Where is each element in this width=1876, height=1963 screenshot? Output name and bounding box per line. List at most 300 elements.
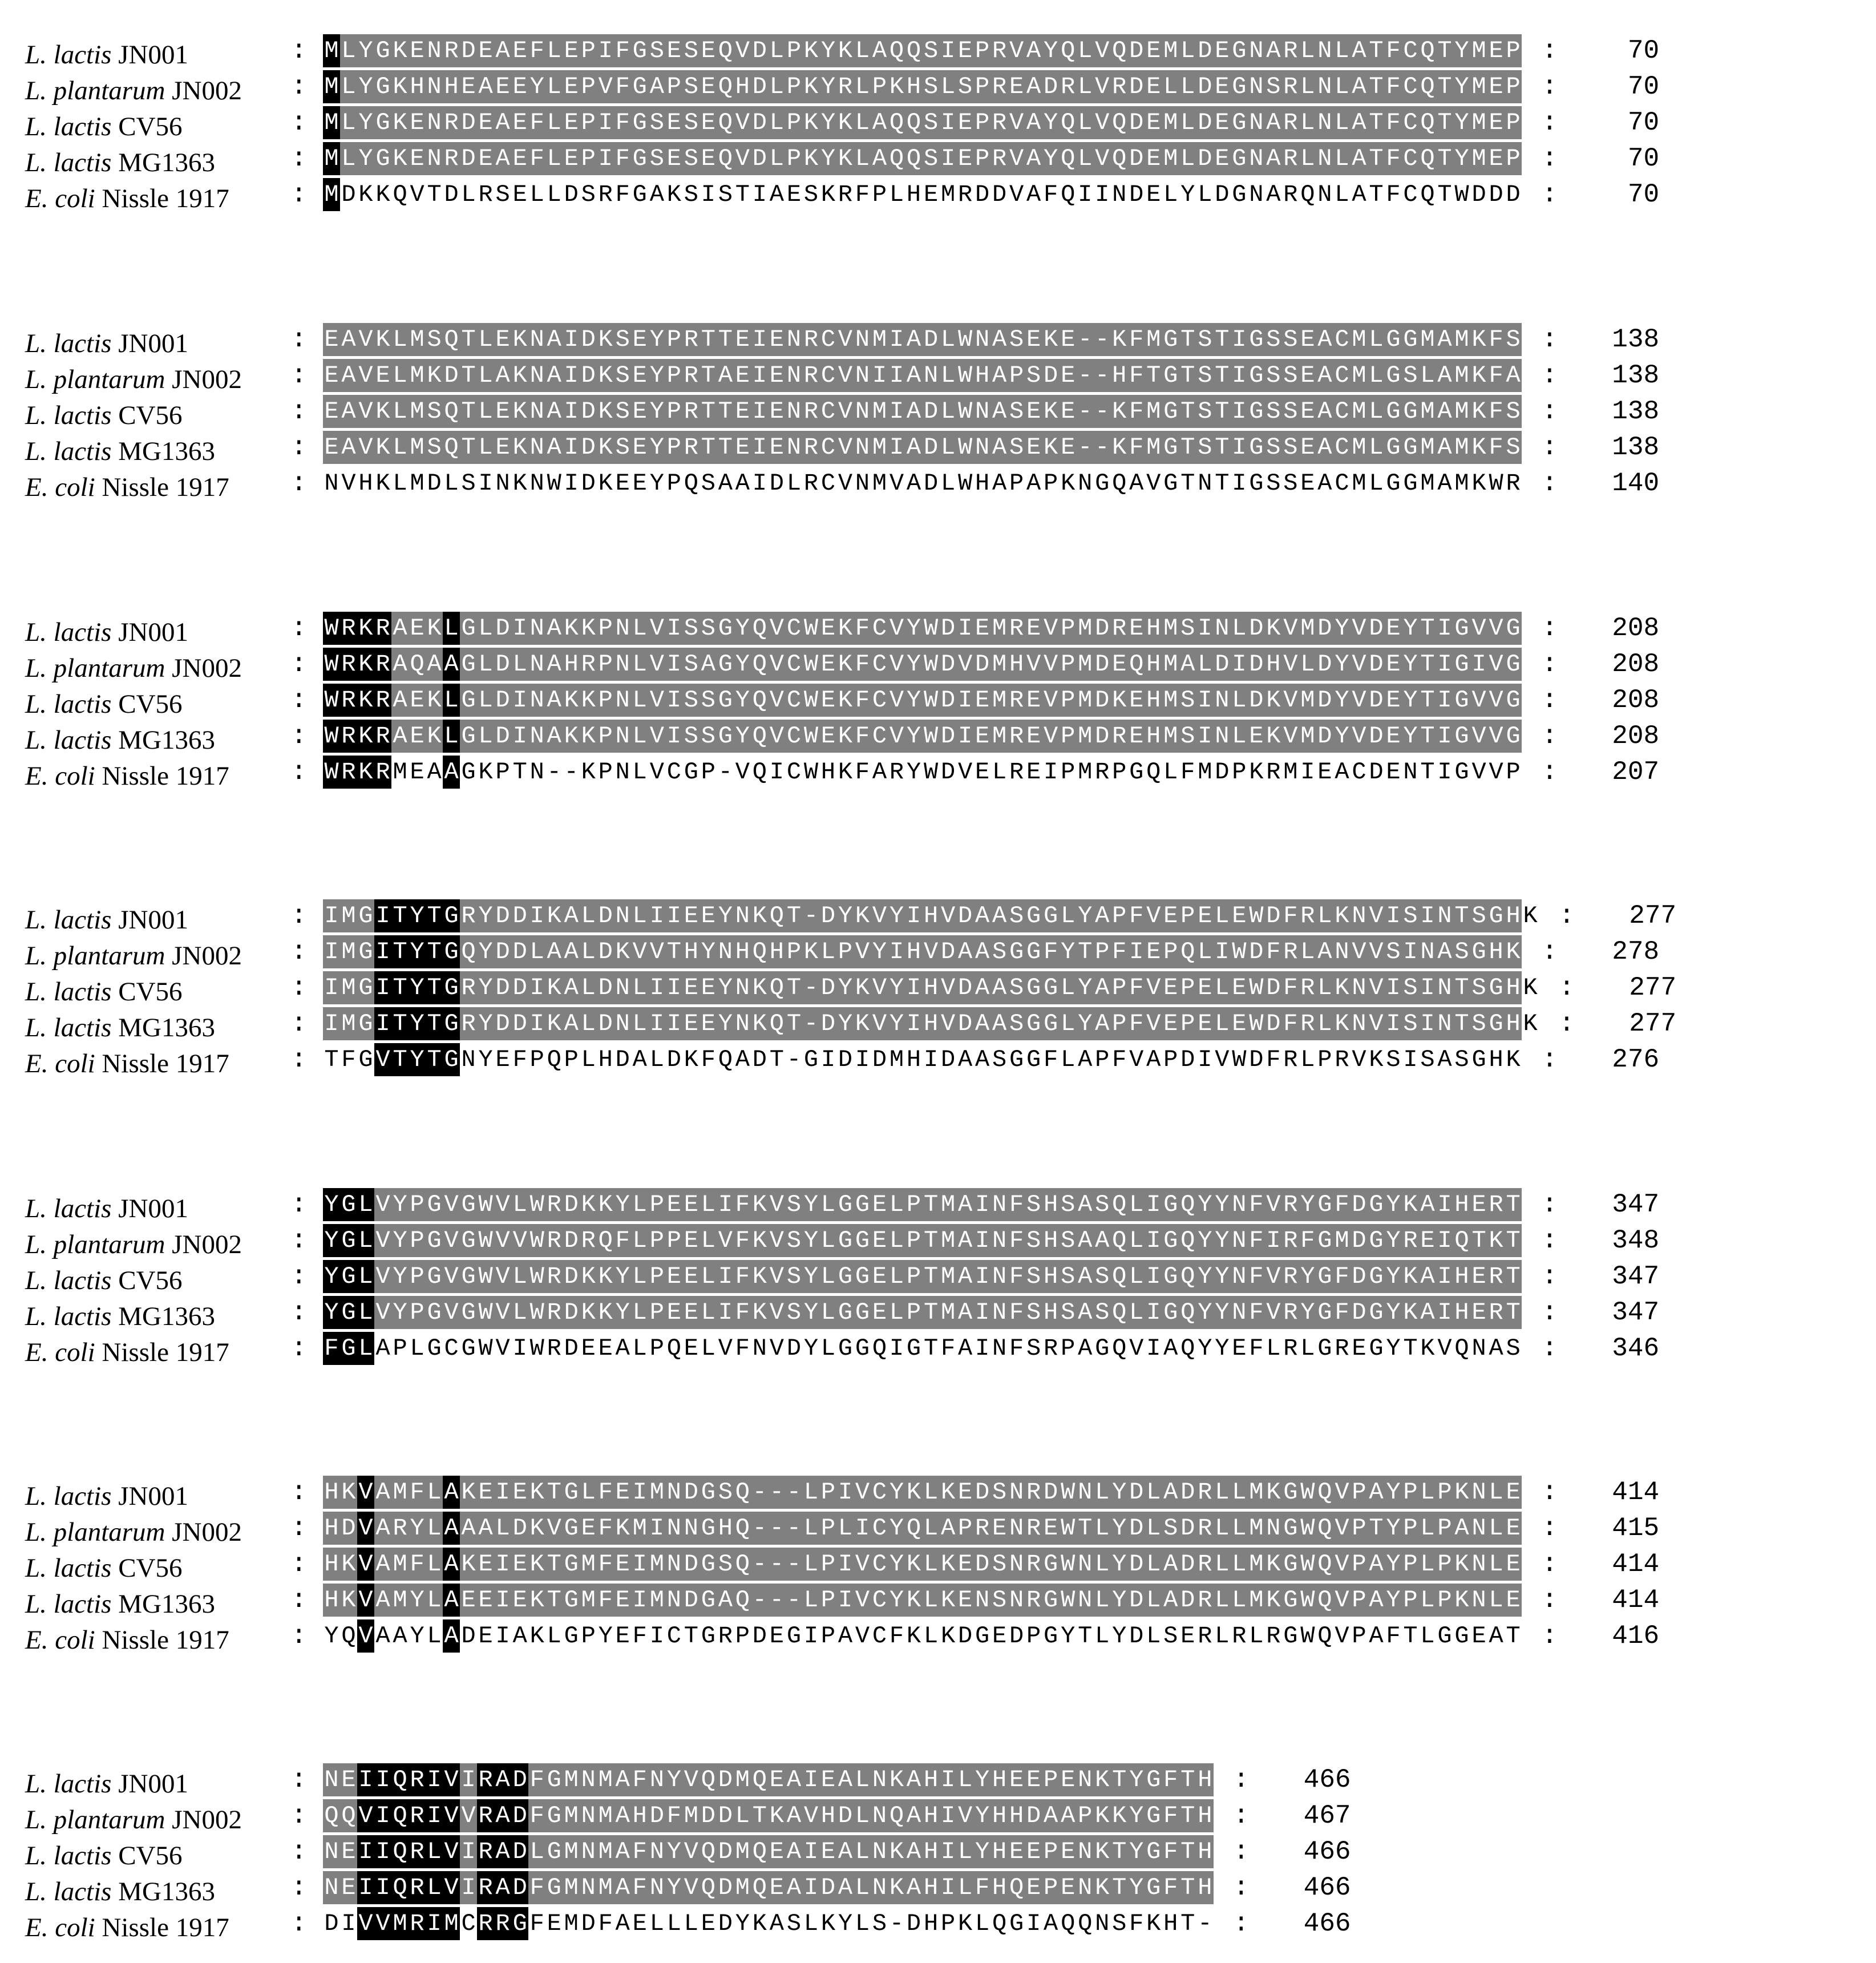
residue: M [563,1835,580,1868]
residue: V [923,935,940,968]
residue: Y [1077,1007,1094,1040]
residue: R [802,359,819,392]
residue: N [1351,971,1368,1004]
residue: P [905,1188,923,1221]
separator-colon: : [291,397,307,426]
residue: V [957,756,974,789]
residue: Q [700,1835,717,1868]
species-strain: Nissle 1917 [95,184,229,213]
residue: Q [460,935,477,968]
residue: D [974,648,991,681]
residue: D [563,1260,580,1293]
residue: A [974,899,991,932]
residue: W [1060,1512,1077,1545]
position-number: 416 [1612,1621,1660,1651]
residue: Q [391,1763,409,1796]
residue: L [1316,899,1333,932]
residue: G [1487,899,1505,932]
residue: C [1402,106,1419,139]
residue: G [460,720,477,753]
residue: G [460,756,477,789]
residue: Q [1316,1512,1333,1545]
residue: V [460,1799,477,1832]
residue: N [1316,142,1333,175]
residue: D [580,431,597,464]
residue: L [1094,1548,1111,1581]
residue: Y [1299,1188,1316,1221]
residue: T [785,971,802,1004]
residue: F [631,1763,648,1796]
residue: K [1094,1835,1111,1868]
residue: T [1453,971,1470,1004]
residue: V [888,648,905,681]
residue: D [819,1007,836,1040]
residue: A [443,1512,460,1545]
residue: M [648,1584,665,1617]
residue: H [1196,1763,1214,1796]
residue: L [1214,1548,1231,1581]
residue: Y [1042,142,1060,175]
residue: E [768,395,785,428]
residue: N [785,395,802,428]
residue: M [1282,756,1299,789]
residue: I [751,467,768,500]
residue: V [1333,1548,1351,1581]
species-label [25,1517,242,1547]
residue: G [1145,1871,1162,1904]
alignment-row [0,1584,1876,1617]
residue: A [957,1188,974,1221]
residue: E [1145,70,1162,103]
residue: V [1282,648,1299,681]
residue: G [1368,1332,1385,1365]
residue: N [1470,1584,1487,1617]
residue: A [836,1619,854,1653]
residue: Y [409,899,426,932]
residue: C [819,395,836,428]
residue: I [888,431,905,464]
residue: S [614,395,631,428]
residue: L [768,70,785,103]
residue: M [991,720,1008,753]
residue: V [768,1296,785,1329]
residue: D [563,178,580,211]
residue: S [717,178,734,211]
residue: M [1351,323,1368,356]
residue: P [597,612,614,645]
residue: L [648,1043,665,1076]
residue: Q [1111,467,1128,500]
residue: R [1282,34,1299,67]
residue: V [494,1296,511,1329]
residue: L [1214,1476,1231,1509]
residue: Q [597,1224,614,1257]
residue: F [597,1584,614,1617]
residue: E [1025,720,1042,753]
residue: D [768,467,785,500]
residue: F [323,1332,340,1365]
species-label [25,1553,183,1583]
residue: M [340,899,357,932]
residue: G [1316,1224,1333,1257]
residue: Y [391,1296,409,1329]
residue: T [1179,467,1196,500]
residue: V [648,612,665,645]
residue: A [717,359,734,392]
residue: A [443,1584,460,1617]
residue: L [1316,1007,1333,1040]
residue: Y [409,935,426,968]
residue: V [374,1260,391,1293]
residue: K [888,1835,905,1868]
residue: N [494,467,511,500]
residue: L [580,899,597,932]
residue: L [391,431,409,464]
species-genus: L. lactis [25,617,112,647]
residue: L [854,1835,871,1868]
residue: I [357,1835,374,1868]
residue: D [717,1907,734,1940]
residue: M [391,1584,409,1617]
position-number: 414 [1612,1477,1660,1507]
species-strain: JN002 [165,941,242,971]
residue: Y [1042,34,1060,67]
residue: V [854,1619,871,1653]
residue: D [751,70,768,103]
residue: E [974,612,991,645]
residue: V [631,935,648,968]
residue: S [1265,359,1282,392]
residue: I [494,1476,511,1509]
residue: V [357,323,374,356]
residue: A [391,1619,409,1653]
residue: E [768,1835,785,1868]
residue: I [323,899,340,932]
residue: G [340,1224,357,1257]
residue: H [1042,1296,1060,1329]
residue: E [1505,1476,1522,1509]
residue: A [443,756,460,789]
residue: W [528,1224,545,1257]
residue: M [1419,323,1436,356]
residue: D [751,1619,768,1653]
alignment-row [0,684,1876,717]
residue: V [1128,1043,1145,1076]
residue: L [1333,106,1351,139]
residue: Y [836,971,854,1004]
residue: Q [391,1799,409,1832]
residue: F [528,142,545,175]
residue: P [580,142,597,175]
residue: G [1453,612,1470,645]
residue: A [991,431,1008,464]
residue: H [923,1007,940,1040]
residue: V [1368,899,1385,932]
species-strain: JN002 [165,653,242,683]
alignment-row [0,395,1876,428]
residue: M [991,684,1008,717]
residue: K [340,1476,357,1509]
residue: S [871,1907,888,1940]
residue: A [1419,1260,1436,1293]
residue: V [648,720,665,753]
residue: R [1008,612,1025,645]
residue: C [871,1512,888,1545]
residue: G [426,1224,443,1257]
residue: R [1282,70,1299,103]
residue: V [357,1476,374,1509]
residue: N [580,1871,597,1904]
residue: V [957,648,974,681]
residue: L [1128,1296,1145,1329]
residue: I [940,34,957,67]
separator-colon: : [1542,397,1558,426]
residue: V [357,1619,374,1653]
residue: L [940,323,957,356]
residue: L [734,1799,751,1832]
residue: W [923,684,940,717]
residue: M [1077,648,1094,681]
residue: I [1299,756,1316,789]
residue: G [545,1871,563,1904]
residue: D [1316,720,1333,753]
residue: M [340,935,357,968]
residue: W [923,720,940,753]
residue: R [1282,935,1299,968]
residue: A [545,935,563,968]
residue: Y [477,935,494,968]
residue: L [940,395,957,428]
residue: W [1299,1584,1316,1617]
residue: L [426,1835,443,1868]
residue: D [494,648,511,681]
residue: S [682,106,700,139]
residue: P [1111,899,1128,932]
residue: K [580,1188,597,1221]
residue: I [477,467,494,500]
residue: L [819,1296,836,1329]
residue: I [923,1043,940,1076]
residue: R [1282,1332,1299,1365]
residue: L [700,1188,717,1221]
residue: L [1419,1548,1436,1581]
species-strain: Nissle 1917 [95,761,229,791]
residue: W [923,756,940,789]
residue: Q [1179,1332,1196,1365]
residue: S [682,684,700,717]
residue: K [580,756,597,789]
residue: P [1505,70,1522,103]
residue: A [1316,395,1333,428]
residue: K [426,612,443,645]
residue: I [1436,684,1453,717]
residue: Y [1111,1512,1128,1545]
residue: M [323,106,340,139]
residue: A [460,1512,477,1545]
sequence [323,1871,1214,1904]
residue: S [785,1260,802,1293]
residue: E [1385,756,1402,789]
residue: L [511,1296,528,1329]
residue: S [700,684,717,717]
residue: G [1282,1619,1299,1653]
residue: L [819,1224,836,1257]
residue: M [443,1907,460,1940]
sequence [323,720,1522,753]
residue: H [1008,648,1025,681]
residue: I [511,684,528,717]
residue: H [1453,1260,1470,1293]
residue: E [682,899,700,932]
position-number: 208 [1612,613,1660,643]
residue: Y [1196,1332,1214,1365]
residue: T [1419,684,1436,717]
residue: A [1094,1007,1111,1040]
residue: Y [819,142,836,175]
residue: Q [1060,142,1077,175]
residue: R [1025,1476,1042,1509]
residue: F [1162,1835,1179,1868]
residue: L [1299,70,1316,103]
residue: V [1282,684,1299,717]
residue: C [785,756,802,789]
residue: N [614,720,631,753]
residue: D [1042,70,1060,103]
residue: P [528,1043,545,1076]
residue: G [974,1619,991,1653]
separator-colon: : [291,1334,307,1363]
residue: A [1128,467,1145,500]
residue: G [426,1296,443,1329]
residue: R [477,178,494,211]
residue: Y [802,1332,819,1365]
separator-colon: : [1233,1909,1250,1938]
residue: M [391,756,409,789]
residue: L [631,971,648,1004]
residue: D [751,106,768,139]
residue: R [477,1907,494,1940]
species-label [25,1338,229,1367]
residue: F [1385,178,1402,211]
residue: Y [648,431,665,464]
residue: G [443,1043,460,1076]
residue: W [1487,467,1505,500]
residue: L [1419,359,1436,392]
position-number: 207 [1612,757,1660,787]
residue: A [734,1043,751,1076]
residue: L [631,612,648,645]
residue: L [768,142,785,175]
residue: L [682,1907,700,1940]
residue: E [1214,142,1231,175]
residue: L [545,34,563,67]
residue: L [1077,34,1094,67]
residue: L [1419,1619,1436,1653]
species-label [25,617,188,647]
residue: P [819,1548,836,1581]
residue: Q [1111,1188,1128,1221]
residue: E [1179,1619,1196,1653]
residue: A [563,935,580,968]
residue: R [802,467,819,500]
residue: W [477,1224,494,1257]
residue: K [597,1296,614,1329]
residue: W [528,1296,545,1329]
residue: A [426,648,443,681]
residue: P [1436,1548,1453,1581]
residue: E [511,106,528,139]
residue: G [340,1332,357,1365]
residue: G [443,971,460,1004]
position-number: 140 [1612,468,1660,498]
residue: R [1196,1619,1214,1653]
residue: K [528,1584,545,1617]
residue: I [717,1260,734,1293]
species-label [25,40,188,70]
residue: C [871,1619,888,1653]
residue: I [717,1188,734,1221]
residue: A [1351,142,1368,175]
residue: E [1145,935,1162,968]
residue: N [648,1763,665,1796]
species-genus: L. lactis [25,689,112,719]
separator-colon: : [1542,468,1558,498]
residue: I [717,1296,734,1329]
residue: E [957,1584,974,1617]
residue: Q [1060,34,1077,67]
residue: Q [1060,178,1077,211]
residue: R [1282,1043,1299,1076]
residue: Y [1128,1763,1145,1796]
separator-colon: : [291,937,307,967]
residue: L [888,1224,905,1257]
residue: R [477,1871,494,1904]
residue: Q [1316,1584,1333,1617]
residue: E [1470,1619,1487,1653]
residue: F [1265,1043,1282,1076]
residue: A [1077,1188,1094,1221]
residue: Y [1385,1512,1402,1545]
residue: V [648,935,665,968]
alignment-row [0,648,1876,681]
residue: D [717,1871,734,1904]
residue: R [974,1512,991,1545]
residue: A [1436,323,1453,356]
residue: S [1111,1907,1128,1940]
residue: K [1333,1007,1351,1040]
residue: K [357,178,374,211]
residue: C [1333,431,1351,464]
residue: H [443,70,460,103]
residue: N [1214,720,1231,753]
residue: K [1145,1907,1162,1940]
residue: F [597,1907,614,1940]
species-label [25,148,215,177]
sequence [323,1799,1214,1832]
residue: Q [1453,1332,1470,1365]
residue: M [409,395,426,428]
residue: E [1162,1007,1179,1040]
residue: I [751,395,768,428]
residue: S [1282,359,1299,392]
species-genus: L. plantarum [25,76,165,106]
residue: R [682,431,700,464]
residue: L [631,1007,648,1040]
residue: N [854,395,871,428]
residue: D [1128,142,1145,175]
residue: L [391,323,409,356]
residue: E [1214,34,1231,67]
